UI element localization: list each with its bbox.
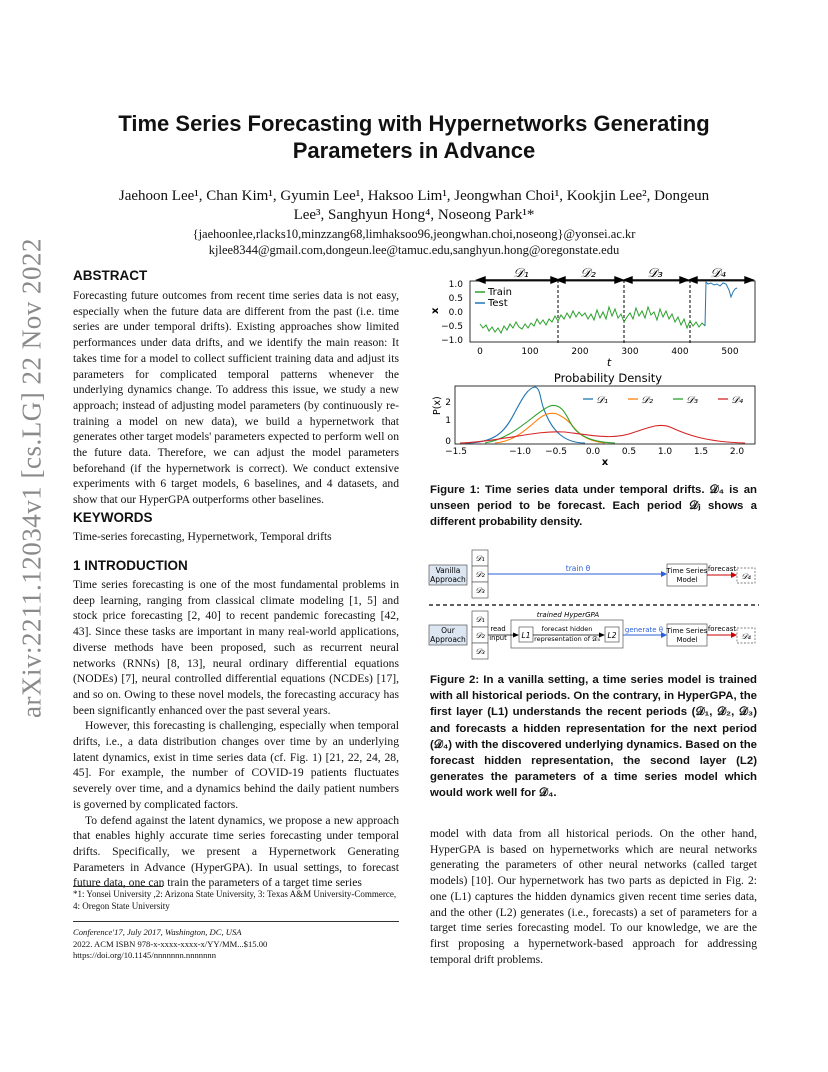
svg-text:forecast hidden: forecast hidden xyxy=(541,625,593,633)
svg-text:1: 1 xyxy=(445,416,451,426)
paper-title: Time Series Forecasting with Hypernetworks Generating Parameters in Advance xyxy=(118,111,710,163)
test-series-line xyxy=(705,282,737,326)
keywords-section xyxy=(73,510,399,545)
svg-text:0: 0 xyxy=(477,347,483,357)
figure-1-plot xyxy=(425,262,765,472)
emails-line-2: kjlee8344@gmail.com,dongeun.lee@tamuc.edu,sanghyun.hong@oregonstate.edu xyxy=(208,243,620,257)
svg-text:representation of 𝒟₄: representation of 𝒟₄ xyxy=(534,635,600,643)
svg-text:𝒟₄: 𝒟₄ xyxy=(741,632,751,641)
svg-text:0.5: 0.5 xyxy=(448,294,463,304)
figure-2-caption: Figure 2: In a vanilla setting, a time series model is trained with all historical periods. On the contrary, in HyperGPA, the first layer (L1) understands the recent periods (𝒟₁, 𝒟₂, 𝒟₃) and forecasts a hidden representation for the next period (𝒟₄) with the discovered underlying dynamics. Based on the forecast hidden representation, the second layer (L2) generates the parameters of a time series model which would work well for 𝒟₄. xyxy=(430,674,757,800)
intro-paragraph-1: Time series forecasting is one of the most fundamental problems in deep learning, ranging from classical climate modeling [1, 5] and stock price forecasting [2, 40] to recent pandemic forecasting [42, 43]. Since these tasks are important in many real-world applications, diverse methods have been proposed, such as recurrent neural networks (RNNs) [8, 13], neural ordinary differential equations (NODEs) [7], neural controlled differential equations (NCDEs) [17], and so on. Owing to these novel models, the forecasting accuracy has been significantly enhanced over the past several years. xyxy=(73,578,399,717)
svg-text:Model: Model xyxy=(676,576,698,584)
svg-text:trained HyperGPA: trained HyperGPA xyxy=(536,611,600,619)
period-label-d2: 𝒟₂ xyxy=(580,266,596,281)
period-label-d1: 𝒟₁ xyxy=(513,266,529,281)
svg-text:2: 2 xyxy=(445,398,451,408)
svg-text:Time Series: Time Series xyxy=(666,627,708,635)
venue-line-2: 2022. ACM ISBN 978-x-xxxx-xxxx-x/YY/MM...$15.00 xyxy=(73,938,268,949)
svg-text:Vanilla: Vanilla xyxy=(435,566,461,575)
introduction-section xyxy=(73,558,399,891)
svg-text:read: read xyxy=(490,625,506,633)
svg-text:100: 100 xyxy=(521,347,539,357)
svg-text:L2: L2 xyxy=(607,631,617,640)
author-list xyxy=(70,187,758,225)
density-curve-d4 xyxy=(460,425,745,443)
svg-text:−1.0: −1.0 xyxy=(509,447,531,457)
figure-1-caption: Figure 1: Time series data under temporal drifts. 𝒟₄ is an unseen period to be forecast. Each period 𝒟ⱼ shows a different probability density. xyxy=(430,484,757,529)
svg-text:𝒟₂: 𝒟₂ xyxy=(475,570,485,579)
svg-text:Model: Model xyxy=(676,636,698,644)
svg-text:1.5: 1.5 xyxy=(693,447,709,457)
intro-heading: 1 INTRODUCTION xyxy=(73,558,188,573)
svg-text:𝒟₃: 𝒟₃ xyxy=(686,395,698,406)
authors-line-2: Lee³, Sanghyun Hong⁴, Noseong Park¹* xyxy=(293,207,535,223)
svg-text:0.0: 0.0 xyxy=(448,308,463,318)
arxiv-stamp-text: arXiv:2211.12034v1 [cs.LG] 22 Nov 2022 xyxy=(16,238,47,718)
svg-text:Test: Test xyxy=(488,298,508,309)
figure-2-diagram xyxy=(425,548,765,660)
svg-text:𝒟₂: 𝒟₂ xyxy=(641,395,653,406)
svg-text:500: 500 xyxy=(721,347,739,357)
svg-text:forecast: forecast xyxy=(707,625,737,633)
intro-paragraph-3: To defend against the latent dynamics, we propose a new approach that enables highly accurate time series forecasting under temporal drifts. Specifically, we present a Hypernetwork Generating Parameters in Advance (HyperGPA). In usual settings, to forecast future data, one can train the parameters of a target time series xyxy=(73,813,399,890)
period-label-d3: 𝒟₃ xyxy=(647,266,663,281)
svg-text:Our: Our xyxy=(441,626,455,635)
top-xlabel: t xyxy=(606,356,612,369)
abstract-heading: ABSTRACT xyxy=(73,268,148,283)
svg-text:2.0: 2.0 xyxy=(729,447,745,457)
svg-text:𝒟₁: 𝒟₁ xyxy=(596,395,608,406)
venue-info xyxy=(73,927,399,962)
svg-text:𝒟₁: 𝒟₁ xyxy=(475,615,485,624)
authors-line-1: Jaehoon Lee¹, Chan Kim¹, Gyumin Lee¹, Haksoo Lim¹, Jeongwhan Choi¹, Kookjin Lee², Dongeun xyxy=(118,188,710,204)
keywords-text: Time-series forecasting, Hypernetwork, Temporal drifts xyxy=(73,530,332,543)
train-series-line xyxy=(480,307,705,333)
svg-text:0: 0 xyxy=(445,437,451,447)
svg-text:0.5: 0.5 xyxy=(621,447,637,457)
series-legend xyxy=(475,287,512,309)
svg-text:−0.5: −0.5 xyxy=(441,322,463,332)
svg-text:1.0: 1.0 xyxy=(657,447,673,457)
density-xlabel: x xyxy=(601,457,609,468)
svg-text:Approach: Approach xyxy=(430,635,466,644)
footnote: *1: Yonsei University ,2: Arizona State University, 3: Texas A&M University-Commerce, 4: Oregon State University xyxy=(73,889,397,911)
keywords-heading: KEYWORDS xyxy=(73,510,153,525)
density-title: Probability Density xyxy=(553,371,663,385)
abstract-text: Forecasting future outcomes from recent time series data is not easy, especially when the future data are different from the past (i.e. time series are under temporal drifts). Existing approaches show limited performances under data drifts, and we identify the main reason: It takes time for a model to collect sufficient training data and adjust its parameters for complicated temporal patterns whenever the underlying dynamics change. To address this issue, we study a new approach; instead of adjusting model parameters (by continuously re-training a model on new data), we build a hypernetwork that generates other target models' parameters expected to perform well on the future data. Therefore, we can adjust the model parameters beforehand (if the hypernetwork is correct). We conduct extensive experiments with 6 target models, 6 baselines, and 4 datasets, and show that our HyperGPA outperforms other baselines. xyxy=(73,289,399,507)
svg-text:train θ: train θ xyxy=(565,564,591,573)
svg-text:𝒟₃: 𝒟₃ xyxy=(475,647,485,656)
venue-line-3: https://doi.org/10.1145/nnnnnnn.nnnnnnn xyxy=(73,950,216,960)
svg-text:𝒟₁: 𝒟₁ xyxy=(475,554,485,563)
svg-text:−0.5: −0.5 xyxy=(545,447,567,457)
svg-text:1.0: 1.0 xyxy=(448,280,463,290)
period-label-d4: 𝒟₄ xyxy=(710,266,726,281)
footnote-rule xyxy=(73,886,163,887)
svg-text:input: input xyxy=(489,634,507,642)
svg-text:forecast: forecast xyxy=(707,565,737,573)
svg-text:𝒟₃: 𝒟₃ xyxy=(475,586,485,595)
density-curve-d3 xyxy=(485,405,615,443)
svg-text:−1.5: −1.5 xyxy=(445,447,467,457)
svg-text:𝒟₄: 𝒟₄ xyxy=(741,572,751,581)
venue-rule xyxy=(73,921,399,922)
top-ylabel: x xyxy=(430,307,441,314)
author-emails xyxy=(70,226,758,258)
intro-paragraph-2: However, this forecasting is challenging, especially when temporal drifts, i.e., a data distribution changes over time by an underlying latent dynamics, exist in time series data (cf. Fig. 1) [21, 22, 24, 28, 45]. For example, the number of COVID-19 patients fluctuates severely over time, and a dynamics behind the daily patient numbers is governed by complicated factors. xyxy=(73,719,399,811)
arxiv-stamp xyxy=(12,238,52,718)
svg-text:200: 200 xyxy=(571,347,589,357)
svg-text:𝒟₄: 𝒟₄ xyxy=(731,395,743,406)
venue-line-1: Conference'17, July 2017, Washington, DC, USA xyxy=(73,927,242,937)
svg-text:L1: L1 xyxy=(521,631,531,640)
density-ylabel: P(x) xyxy=(432,396,443,415)
svg-text:Approach: Approach xyxy=(430,575,466,584)
svg-text:300: 300 xyxy=(621,347,639,357)
svg-text:Train: Train xyxy=(488,287,512,298)
density-legend xyxy=(583,395,743,406)
svg-text:−1.0: −1.0 xyxy=(441,336,463,346)
svg-text:Time Series: Time Series xyxy=(666,567,708,575)
emails-line-1: {jaehoonlee,rlacks10,minzzang68,limhaksoo96,jeongwhan.choi,noseong}@yonsei.ac.kr xyxy=(192,227,636,241)
svg-text:generate θ: generate θ xyxy=(624,626,664,634)
svg-text:400: 400 xyxy=(671,347,689,357)
abstract-section xyxy=(73,268,399,508)
svg-text:𝒟₂: 𝒟₂ xyxy=(475,631,485,640)
intro-right-paragraph: model with data from all historical periods. On the other hand, HyperGPA is based on hypernetworks which are neural networks generating the parameters of other neural networks (called target models) [10]. Our hypernetwork has two parts as depicted in Fig. 2: one (L1) captures the hidden dynamics given recent time series data, and the other (L2) generates (i.e., forecasts) a set of parameters for a target time series forecasting model. To our knowledge, we are the first proposing a hypernetwork-based approach for addressing temporal drift problems. xyxy=(430,827,757,966)
svg-text:0.0: 0.0 xyxy=(585,447,601,457)
